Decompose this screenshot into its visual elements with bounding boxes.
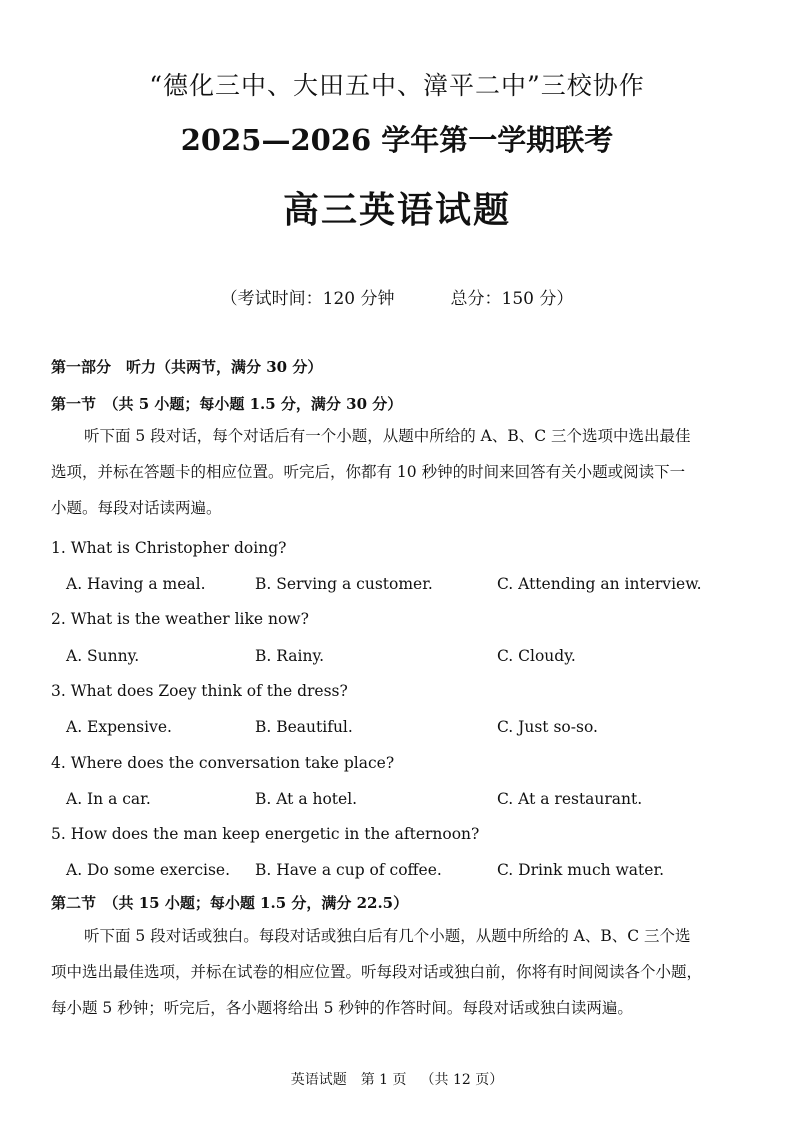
question-2: 2. What is the weather like now? xyxy=(51,610,309,628)
instruction-line: 听下面 5 段对话或独白。每段对话或独白后有几个小题，从题中所给的 A、B、C 三个选 xyxy=(84,927,691,945)
instruction-line: 小题。每段对话读两遍。 xyxy=(51,499,222,517)
question-5: 5. How does the man keep energetic in the afternoon? xyxy=(51,825,480,843)
instruction-line: 每小题 5 秒钟；听完后，各小题将给出 5 秒钟的作答时间。每段对话或独白读两遍。 xyxy=(51,999,633,1017)
paper-title: 高三英语试题 xyxy=(282,189,511,231)
q2-option-c: C. Cloudy. xyxy=(497,647,576,665)
question-4: 4. Where does the conversation take place? xyxy=(51,754,395,772)
section1-heading: 第一节 （共 5 小题；每小题 1.5 分，满分 30 分） xyxy=(51,395,403,413)
exam-total-score: 总分：150 分） xyxy=(450,289,574,309)
instruction-line: 听下面 5 段对话，每个对话后有一个小题，从题中所给的 A、B、C 三个选项中选出最佳 xyxy=(84,427,691,445)
instruction-line: 项中选出最佳选项，并标在试卷的相应位置。听每段对话或独白前，你将有时间阅读各个小题， xyxy=(51,963,703,981)
school-collab-title: “德化三中、大田五中、漳平二中”三校协作 xyxy=(149,71,645,100)
page-footer xyxy=(0,1069,794,1089)
instruction-line: 选项，并标在答题卡的相应位置。听完后，你都有 10 秒钟的时间来回答有关小题或阅读下一 xyxy=(51,463,686,481)
q5-option-c: C. Drink much water. xyxy=(497,861,665,879)
q5-option-b: B. Have a cup of coffee. xyxy=(255,861,442,879)
part1-heading: 第一部分 听力（共两节，满分 30 分） xyxy=(51,358,323,376)
section2-instructions xyxy=(51,918,751,1026)
q1-option-c: C. Attending an interview. xyxy=(497,575,702,593)
footer-subject: 英语试题 xyxy=(290,1072,347,1088)
q1-option-a: A. Having a meal. xyxy=(66,575,206,593)
footer-page-number: 第 1 页 xyxy=(360,1072,407,1088)
q3-option-a: A. Expensive. xyxy=(66,718,172,736)
footer-total-pages: （共 12 页） xyxy=(420,1072,504,1088)
q2-option-b: B. Rainy. xyxy=(255,647,325,665)
q4-option-a: A. In a car. xyxy=(66,790,151,808)
question-1: 1. What is Christopher doing? xyxy=(51,539,287,557)
q4-option-b: B. At a hotel. xyxy=(255,790,358,808)
exam-term-title: 2025—2026 学年第一学期联考 xyxy=(180,123,614,157)
exam-meta xyxy=(0,284,794,309)
q5-option-a: A. Do some exercise. xyxy=(66,861,231,879)
q4-option-c: C. At a restaurant. xyxy=(497,790,643,808)
q2-option-a: A. Sunny. xyxy=(66,647,140,665)
q1-option-b: B. Serving a customer. xyxy=(255,575,433,593)
section1-instructions xyxy=(51,418,751,526)
q3-option-c: C. Just so-so. xyxy=(497,718,598,736)
question-3: 3. What does Zoey think of the dress? xyxy=(51,682,348,700)
exam-time: （考试时间：120 分钟 xyxy=(220,289,395,309)
q3-option-b: B. Beautiful. xyxy=(255,718,353,736)
section2-heading: 第二节 （共 15 小题；每小题 1.5 分，满分 22.5） xyxy=(51,894,409,912)
